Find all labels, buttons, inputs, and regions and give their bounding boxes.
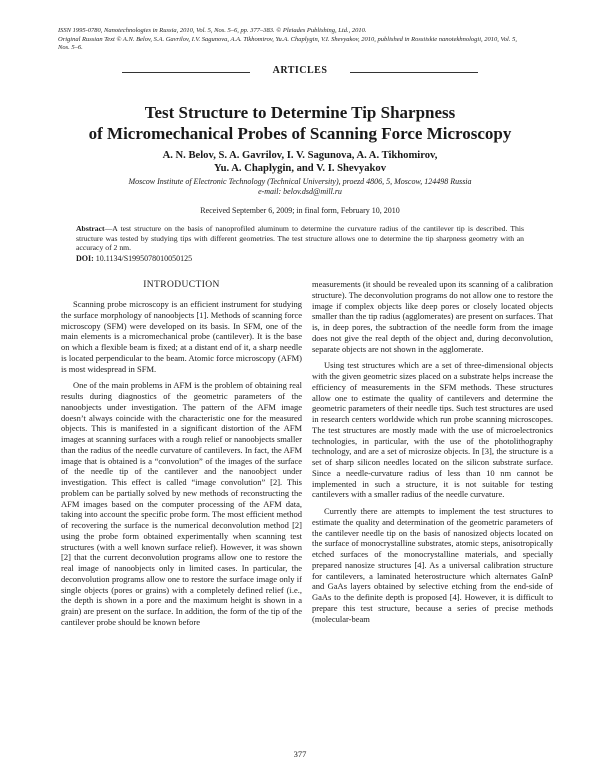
authors-line-1: A. N. Belov, S. A. Gavrilov, I. V. Sagunova, A. A. Tikhomirov,: [162, 150, 438, 161]
header-line-2: Original Russian Text © A.N. Belov, S.A. Gavrilov, I.V. Sagunova, A.A. Tikhomirov, Yu.A. Chaplygin, V.I. Shevyakov, 2010, published in Rossiiskie nanotekhnologii, 2010, Vol. 5,: [58, 35, 517, 43]
abstract-label: Abstract: [76, 224, 105, 233]
paragraph: Scanning probe microscopy is an efficient instrument for studying the surface morphology of nanoobjects [1]. Methods of scanning force microscopy (SFM) were developed on its basis. In SFM, one of the main elements is a micromechanical probe (cantilever). It is the base on which a flexible beam is fixed; at a distant end of it, a sharp needle is located perpendicular to the beam. Atomic force microscopy (AFM) is most widespread in SFM.: [61, 299, 302, 374]
right-column: [312, 279, 553, 630]
authors-line-2: Yu. A. Chaplygin, and V. I. Shevyakov: [213, 163, 387, 174]
paragraph: Using test structures which are a set of three-dimensional objects with the given geometric sizes placed on a substrate helps increase the efficiency of measurements in the SFM methods. These structures allow one to estimate the quality of cantilevers and determine the geometric parameters of their needle tips. Such test structures are used in research centers worldwide which run probe scanning microscopes. The test structures are mostly made with the use of microelectronics technologies, in particular, with the use of the photolithography technology, and are a set of microsize objects. In [3], the structure is a set of sharp silicon needles located on the silicon substrate surface. Since a needle-curvature radius of less than 10 nm cannot be implemented in such a structure, it is not suitable for testing cantilevers with a smaller radius of the needle curvature.: [312, 360, 553, 500]
paragraph: One of the main problems in AFM is the problem of obtaining real results during diagnostics of the geometric parameters of the nanoobjects under investigation. The pattern of the AFM image doesn’t always coincide with the characteristic one for the measured objects. This is manifested in a significant distortion of the AFM images at scanning surfaces with a rough relief or nanoobjects smaller than the radius of the needle curvature of cantilevers. In fact, the AFM image that is obtained is a “convolution” of the images of the surface of the needle tip of the cantilever and the nanoobject under investigation. This effect is called “image convolution” [2]. This problem can be partially solved by new methods of reconstructing the AFM images based on the computer processing of the AFM data, taking into account the specific probe form. The most efficient method of recovering the surface is the numerical deconvolution method [2] using the probe form obtained experimentally when scanning test structures (with a well known surface relief). However, it was shown [2] that the current deconvolution programs allow one to restore the real image of nanoobjects only in limited cases. In particular, the deconvolution programs allow one to restore the surface image only if single objects (pores or grains) with a completely defined relief (i.e., the depth is shown in a pore and the maximum height is shown in a grain) are present on the surface. In addition, the form of the tip of the cantilever probe should be known before: [61, 380, 302, 627]
article-title: [0, 102, 600, 144]
title-line-2: of Micromechanical Probes of Scanning Force Microscopy: [88, 124, 512, 143]
journal-header: [58, 27, 548, 53]
header-line-3: Nos. 5–6.: [58, 44, 83, 52]
page-number: 377: [293, 749, 307, 759]
section-label: ARTICLES: [272, 65, 328, 76]
doi-value: 10.1134/S1995078010050125: [95, 254, 193, 263]
doi: [76, 254, 524, 264]
section-heading-introduction: INTRODUCTION: [143, 280, 220, 290]
abstract-text: —A test structure on the basis of nanoprofiled aluminum to determine the curvature radius of the cantilever tip is described. This structure was tested by studying tips with different geometries. The test structure allows one to determine the tip sharpness geometry with an accuracy of 2 nm.: [76, 224, 524, 253]
affiliation-email: e-mail: belov.dsd@mill.ru: [258, 187, 342, 196]
abstract: [76, 224, 524, 253]
section-rule-right: [350, 72, 478, 73]
left-column: [61, 279, 302, 634]
affiliation: [0, 177, 600, 197]
title-line-1: Test Structure to Determine Tip Sharpness: [144, 103, 456, 122]
doi-label: DOI:: [76, 254, 94, 263]
header-line-1: ISSN 1995-0780, Nanotechnologies in Russia, 2010, Vol. 5, Nos. 5–6, pp. 377–383. © Pleiades Publishing, Ltd., 2010.: [58, 27, 367, 34]
paragraph: measurements (it should be revealed upon its scanning of a calibration structure). The deconvolution programs do not allow one to restore the image if complex objects like deep pores or closely located objects smaller than the tip radius (agglomerates) are present on surfaces. That is, in deep pores, the subtraction of the needle form from the image does not give the real depth of the object and, during deconvolution, separate objects are not shown in the agglomerate.: [312, 279, 553, 354]
author-list: [0, 149, 600, 175]
affiliation-line-1: Moscow Institute of Electronic Technology (Technical University), proezd 4806, 5, Moscow, 124498 Russia: [128, 177, 472, 186]
received-dates: Received September 6, 2009; in final form, February 10, 2010: [200, 206, 400, 215]
paragraph: Currently there are attempts to implement the test structures to estimate the quality and determination of the geometric parameters of the cantilever needle tip on the basis of nanosized objects located on the surface of monocrystalline substrates, atomic steps, anisotropically etched surfaces of the monocrystalline materials, and specially prepared nanosize structures [4]. As a universal calibration structure for cantilevers, a laminated heterostructure which alternates GaInP and GaAs layers obtained by selective etching from the end-side of GaAs to the definite depth is proposed [4]. However, it is difficult to prepare this test structure, because a series of precise methods (molecular-beam: [312, 506, 553, 624]
